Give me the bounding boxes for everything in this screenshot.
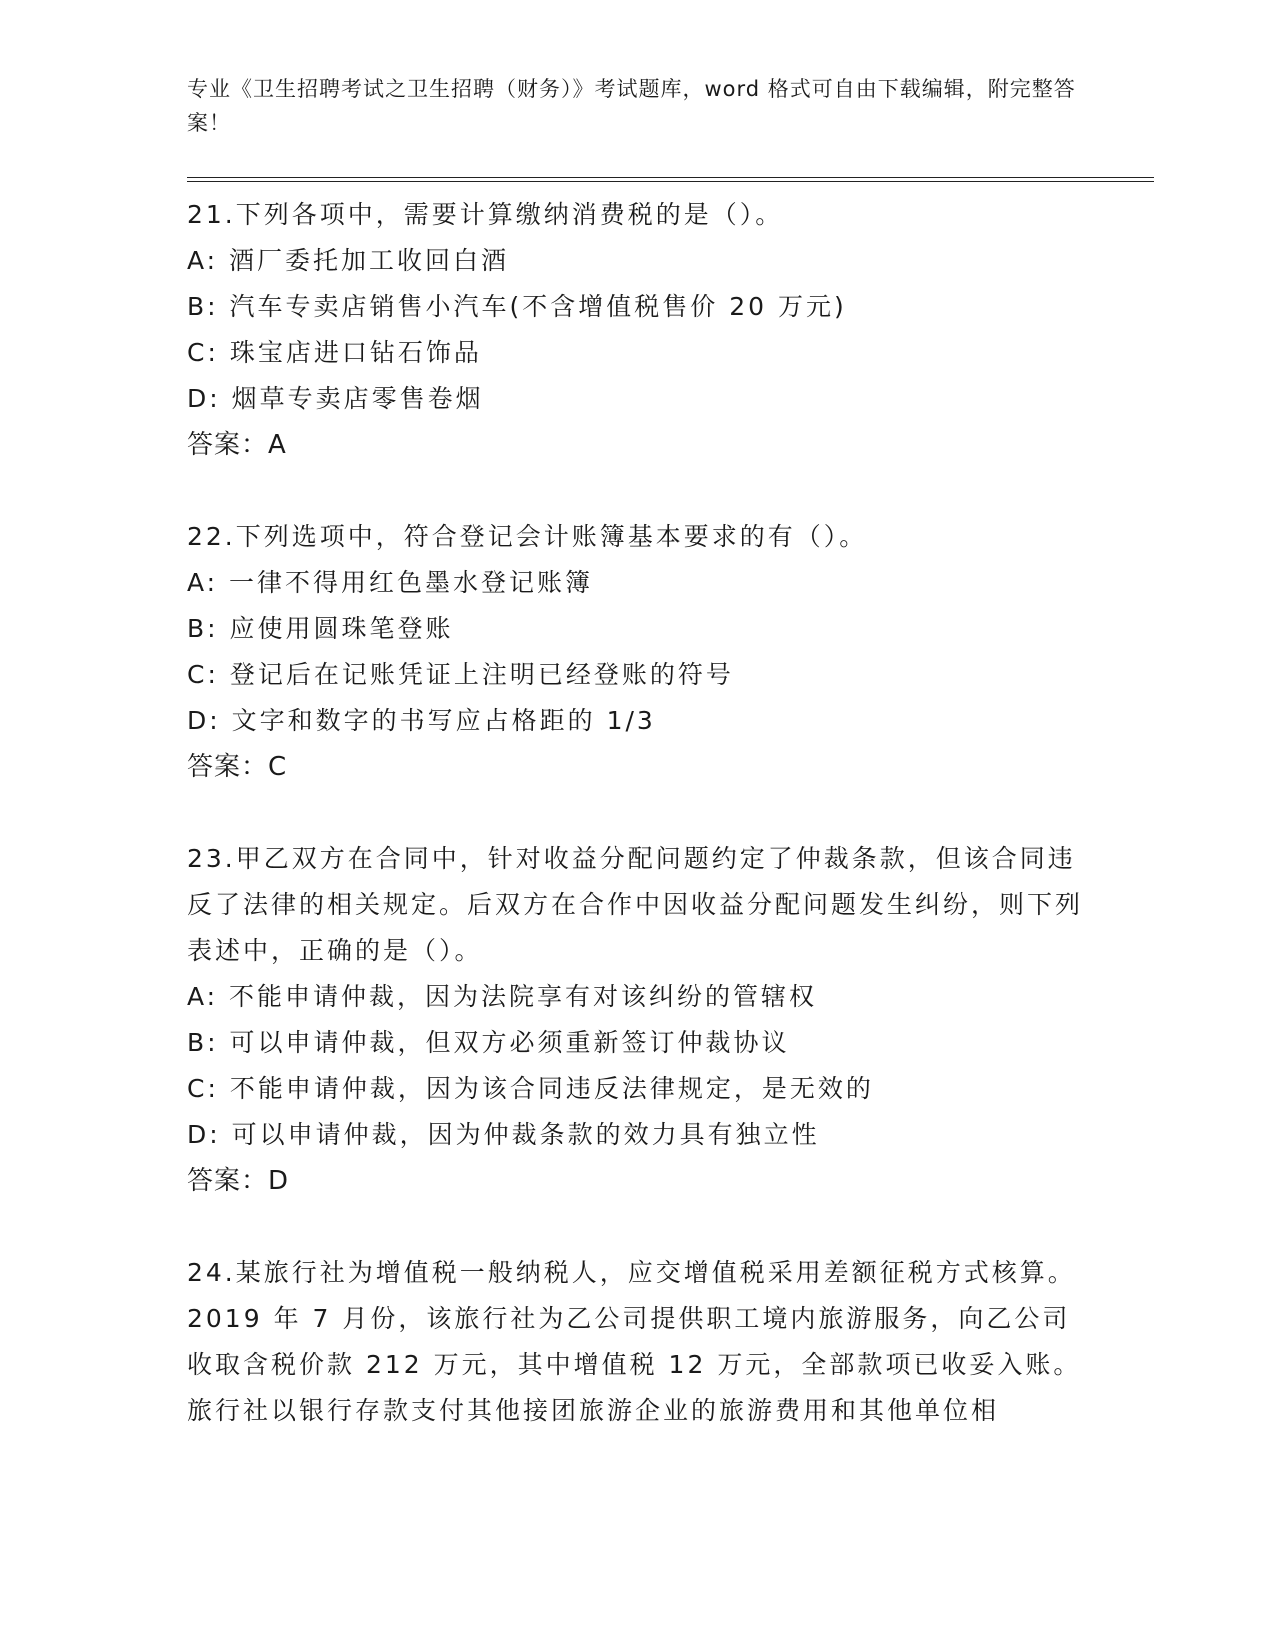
option-b: B: 应使用圆珠笔登账	[187, 614, 454, 643]
question-22	[187, 514, 1087, 790]
question-text: 21.下列各项中，需要计算缴纳消费税的是（）。	[187, 200, 784, 229]
header-divider-line	[187, 177, 1154, 178]
option-d: D: 文字和数字的书写应占格距的 1/3	[187, 706, 656, 735]
answer-label: 答案：C	[187, 752, 288, 782]
option-b: B: 可以申请仲裁，但双方必须重新签订仲裁协议	[187, 1028, 790, 1057]
question-text: 24.某旅行社为增值税一般纳税人，应交增值税采用差额征税方式核算。2019 年 7 月份，该旅行社为乙公司提供职工境内旅游服务，向乙公司收取含税价款 212 万元，其中增值税 12 万元，全部款项已收妥入账。旅行社以银行存款支付其他接团旅游企业的旅游费用和其他单位相	[187, 1258, 1082, 1425]
question-list	[187, 192, 1087, 1480]
question-24	[187, 1250, 1087, 1434]
question-21	[187, 192, 1087, 468]
question-23	[187, 836, 1087, 1204]
option-c: C: 登记后在记账凭证上注明已经登账的符号	[187, 660, 734, 689]
option-a: A: 酒厂委托加工收回白酒	[187, 246, 510, 275]
header-divider-line-secondary	[187, 181, 1154, 182]
option-c: C: 不能申请仲裁，因为该合同违反法律规定，是无效的	[187, 1074, 874, 1103]
option-a: A: 不能申请仲裁，因为法院享有对该纠纷的管辖权	[187, 982, 818, 1011]
option-d: D: 可以申请仲裁，因为仲裁条款的效力具有独立性	[187, 1120, 820, 1149]
question-text: 23.甲乙双方在合同中，针对收益分配问题约定了仲裁条款，但该合同违反了法律的相关规定。后双方在合作中因收益分配问题发生纠纷，则下列表述中，正确的是（）。	[187, 844, 1084, 965]
document-header	[187, 72, 1087, 140]
option-a: A: 一律不得用红色墨水登记账簿	[187, 568, 594, 597]
answer-label: 答案：A	[187, 430, 287, 460]
question-text: 22.下列选项中，符合登记会计账簿基本要求的有（）。	[187, 522, 868, 551]
option-b: B: 汽车专卖店销售小汽车(不含增值税售价 20 万元)	[187, 292, 847, 321]
option-c: C: 珠宝店进口钻石饰品	[187, 338, 482, 367]
answer-label: 答案：D	[187, 1166, 290, 1196]
option-d: D: 烟草专卖店零售卷烟	[187, 384, 484, 413]
header-intro-text: 专业《卫生招聘考试之卫生招聘（财务）》考试题库，word 格式可自由下载编辑，附完整答案！	[187, 77, 1076, 135]
